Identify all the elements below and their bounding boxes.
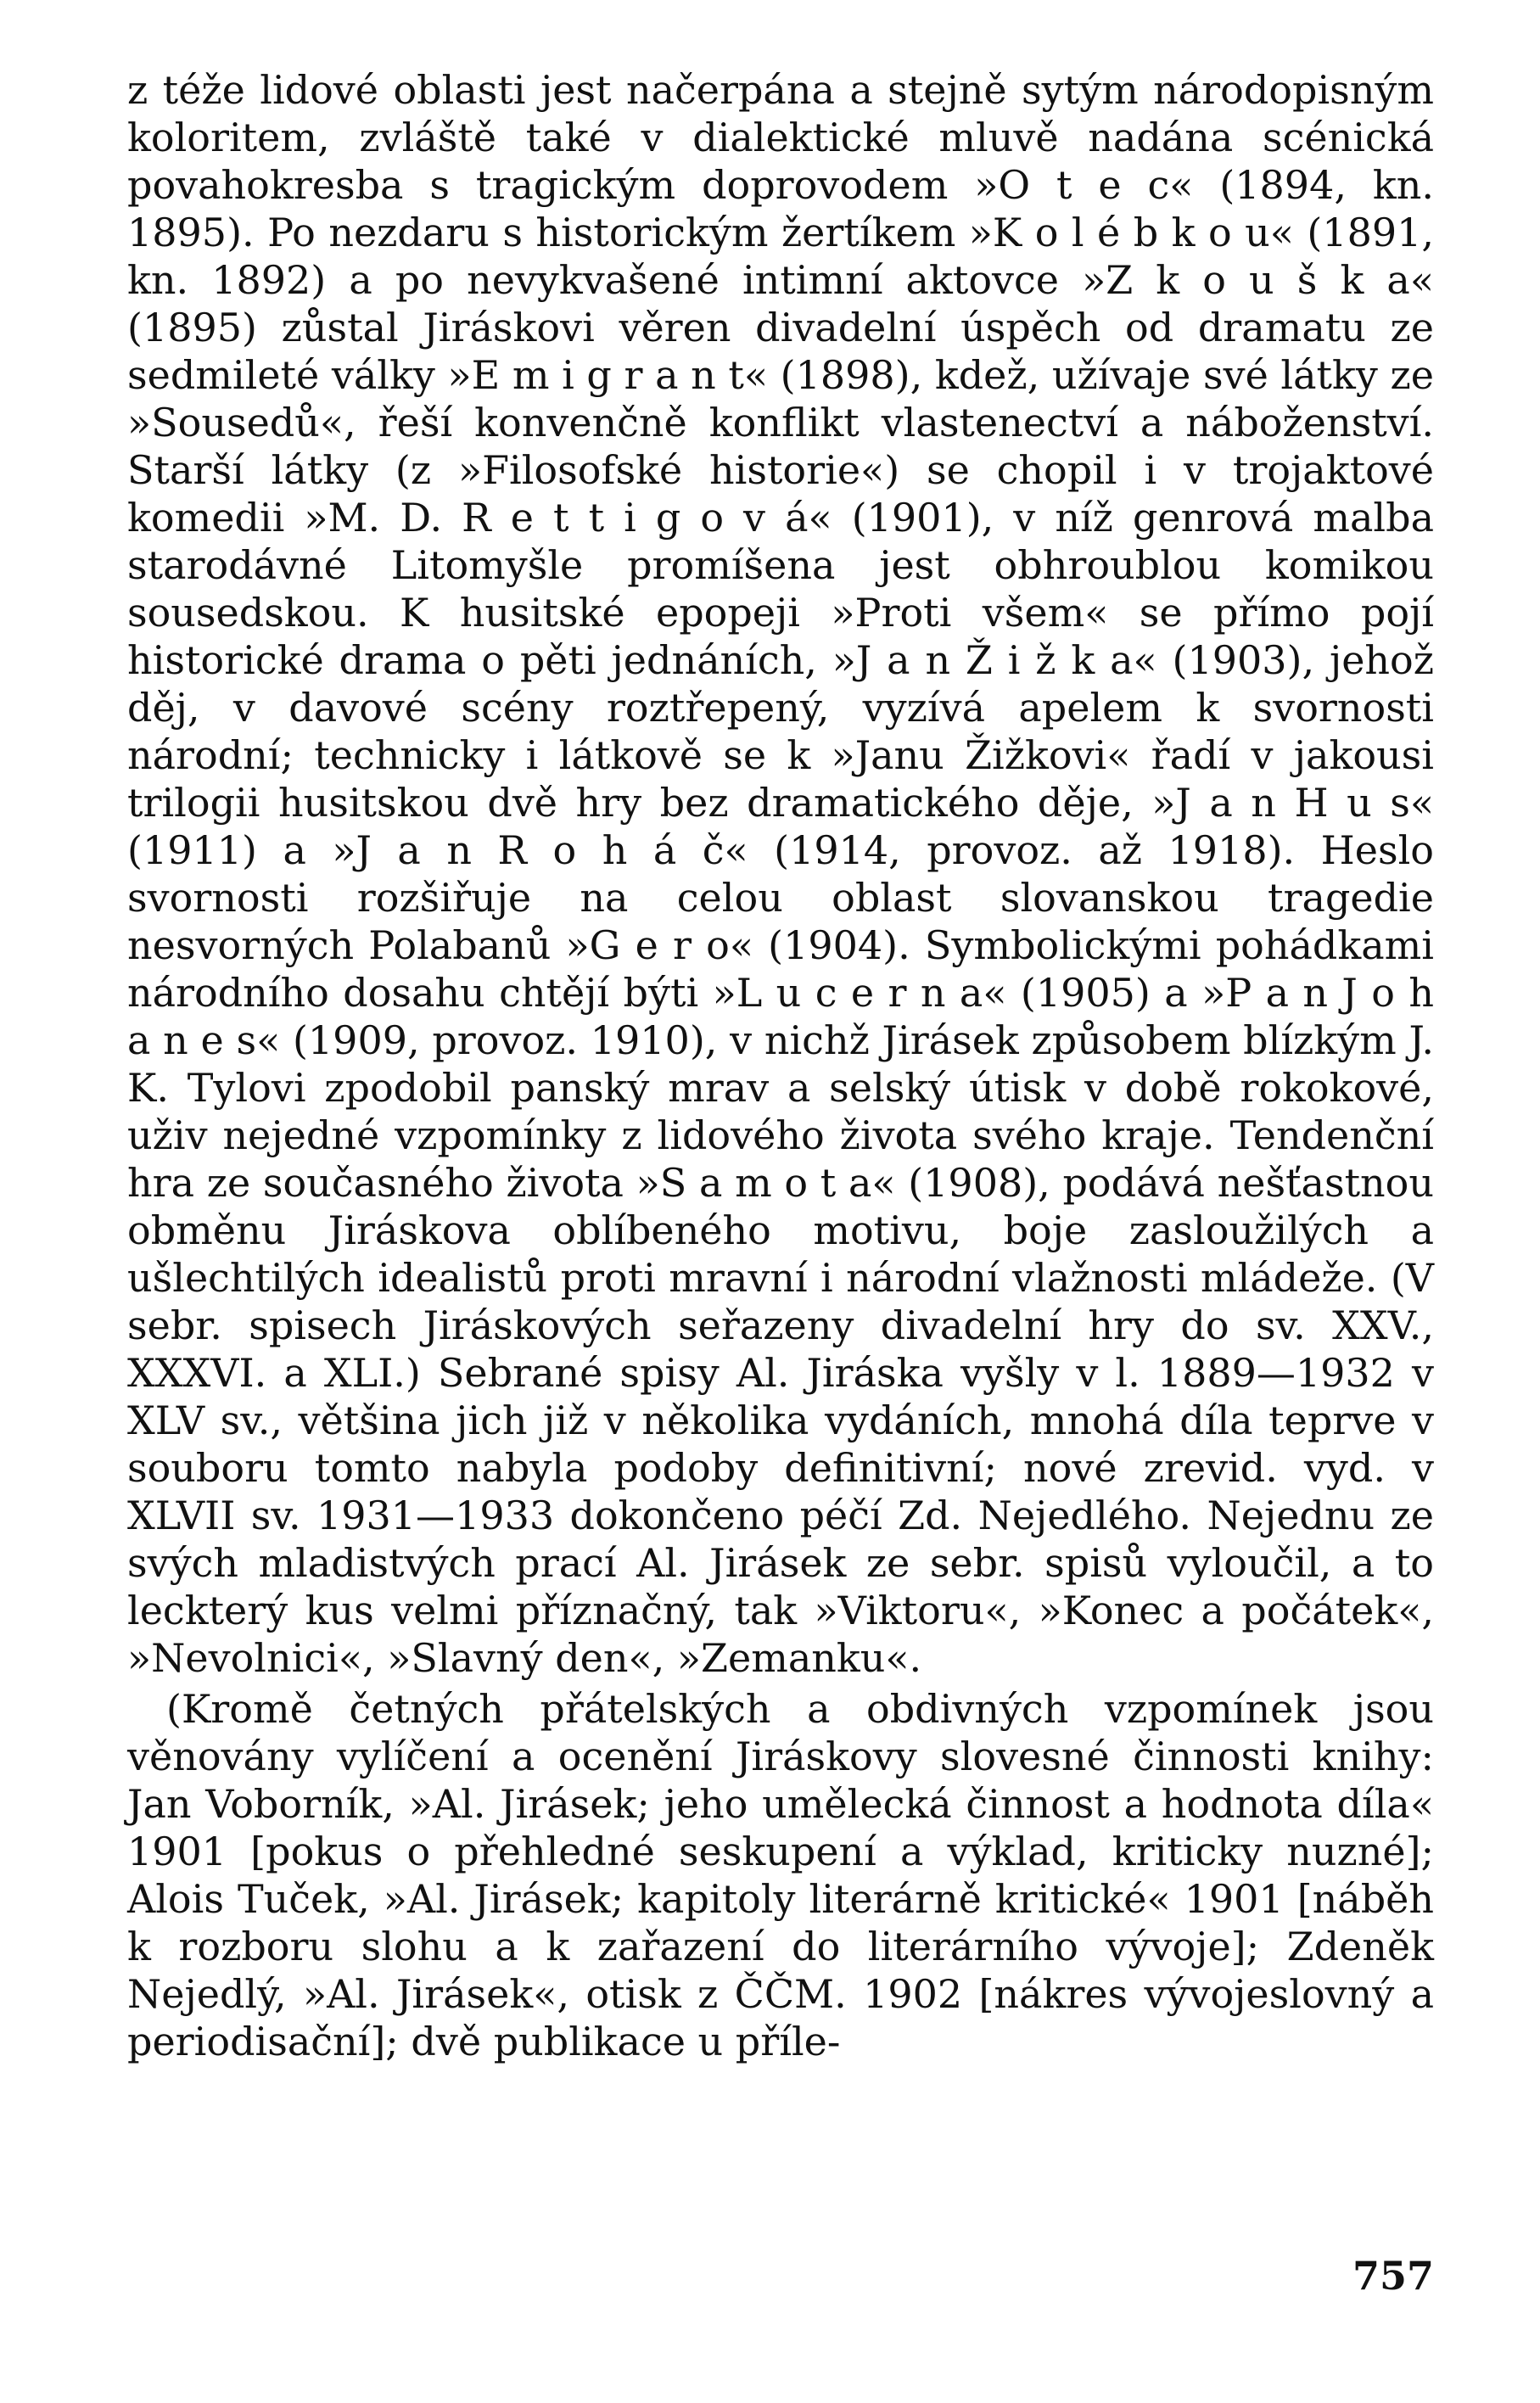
- paragraph-critical-literature: (Kromě četných přátelských a obdivných vzpomínek jsou věnovány vylíčení a ocenění Jiráskovy slovesné činnosti knihy: Jan Voborník, »Al. Jirásek; jeho umělecká činnost a hodnota díla« 1901 [pokus o přehledné seskupení a výklad, kriticky nuzné]; Alois Tuček, »Al. Jirásek; kapitoly literárně kritické« 1901 [náběh k rozboru slohu a k zařazení do literárního vývoje]; Zdeněk Nejedlý, »Al. Jirásek«, otisk z ČČM. 1902 [nákres vývojeslovný a periodisační]; dvě publikace u příle-: [127, 1686, 1434, 2064]
- paragraph-drama-overview: z téže lidové oblasti jest načerpána a stejně sytým národopisným koloritem, zvláště také v dialektické mluvě nadána scénická povahokresba s tragickým doprovodem »O t e c« (1894, kn. 1895). Po nezdaru s historickým žertíkem »K o l é b k o u« (1891, kn. 1892) a po nevykvašené intimní aktovce »Z k o u š k a« (1895) zůstal Jiráskovi věren divadelní úspěch od dramatu ze sedmileté války »E m i g r a n t« (1898), kdež, užívaje své látky ze »Sousedů«, řeší konvenčně konflikt vlastenectví a náboženství. Starší látky (z »Filosofské historie«) se chopil i v trojaktové komedii »M. D. R e t t i g o v á« (1901), v níž genrová malba starodávné Litomyšle promíšena jest obhroublou komikou sousedskou. K husitské epopeji »Proti všem« se přímo pojí historické drama o pěti jednáních, »J a n Ž i ž k a« (1903), jehož děj, v davové scény roztřepený, vyzívá apelem k svornosti národní; technicky i látkově se k »Janu Žižkovi« řadí v jakousi trilogii husitskou dvě hry bez dramatického děje, »J a n H u s« (1911) a »J a n R o h á č« (1914, provoz. až 1918). Heslo svornosti rozšiřuje na celou oblast slovanskou tragedie nesvorných Polabanů »G e r o« (1904). Symbolickými pohádkami národního dosahu chtějí býti »L u c e r n a« (1905) a »P a n J o h a n e s« (1909, provoz. 1910), v nichž Jirásek způsobem blízkým J. K. Tylovi zpodobil panský mrav a selský útisk v době rokokové, uživ nejedné vzpomínky z lidového života svého kraje. Tendenční hra ze současného života »S a m o t a« (1908), podává nešťastnou obměnu Jiráskova oblíbeného motivu, boje zasloužilých a ušlechtilých idealistů proti mravní i národní vlažnosti mládeže. (V sebr. spisech Jiráskových seřazeny divadelní hry do sv. XXV., XXXVI. a XLI.) Sebrané spisy Al. Jiráska vyšly v l. 1889—1932 v XLV sv., většina jich již v několika vydáních, mnohá díla teprve v souboru tomto nabyla podoby definitivní; nové zrevid. vyd. v XLVII sv. 1931—1933 dokončeno péčí Zd. Nejedlého. Nejednu ze svých mladistvých prací Al. Jirásek ze sebr. spisů vyloučil, a to leckterý kus velmi příznačný, tak »Viktoru«, »Konec a počátek«, »Nevolnici«, »Slavný den«, »Zemanku«.: [127, 67, 1434, 1681]
- page-number: 757: [1352, 2253, 1434, 2299]
- page-body: [127, 66, 1434, 2065]
